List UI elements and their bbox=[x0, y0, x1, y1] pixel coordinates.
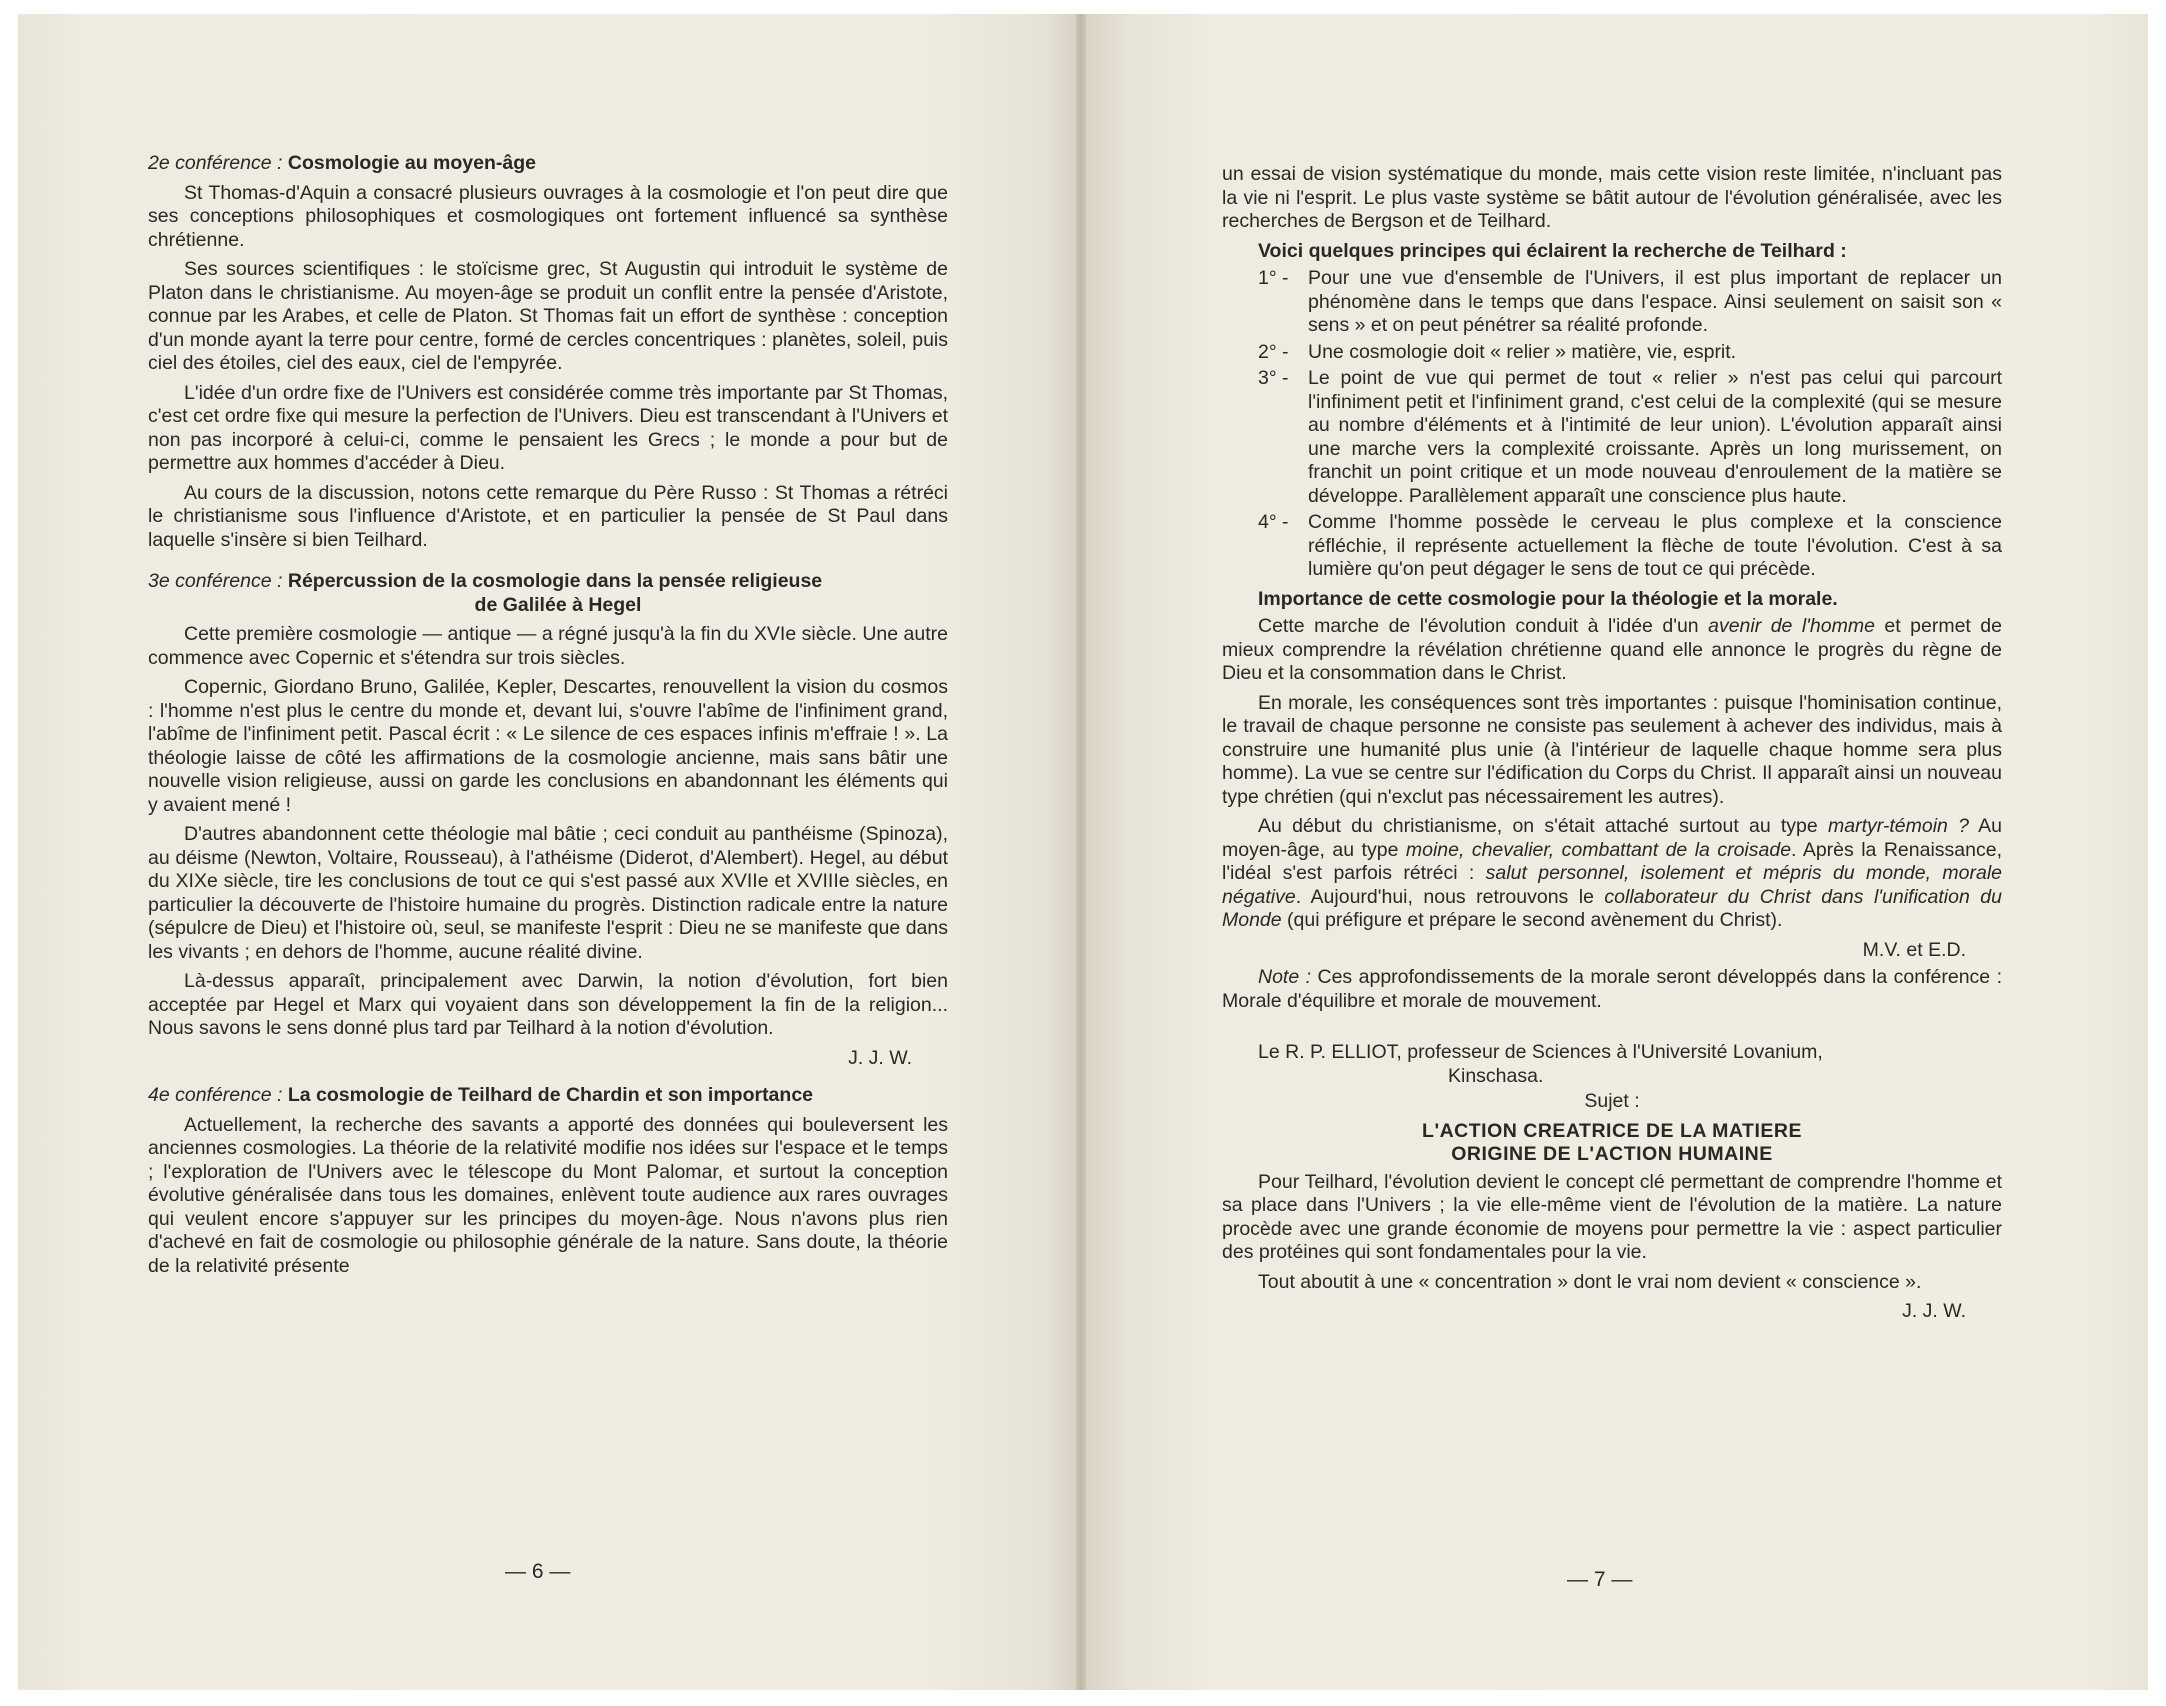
paragraph: D'autres abandonnent cette théologie mal bâtie ; ceci conduit au panthéisme (Spinoza), au déisme (Newton, Voltaire, Rousseau), à l'athéisme (Diderot, d'Alembert). Hegel, au début du XIXe siècle, tire les conclusions de tout ce qui s'est passé aux XVIIe et XVIIIe siècles, en particulier la découverte de l'histoire humaine du progrès. Distinction radicale entre la nature (sépulcre de Dieu) et l'histoire où, seul, se manifeste l'esprit : Dieu ne se manifeste que dans les vivants ; en dehors de l'homme, aucune réalité divine. bbox=[148, 823, 948, 963]
principle-number: 2° - bbox=[1258, 340, 1289, 363]
paragraph: Là-dessus apparaît, principalement avec Darwin, la notion d'évolution, fort bien acceptée par Hegel et Marx qui voyaient dans son développement la fin de la religion... Nous savons le sens donné plus tard par Teilhard à la notion d'évolution. bbox=[148, 970, 948, 1039]
text-run: (qui préfigure et prépare le second avènement du Christ). bbox=[1281, 909, 1783, 931]
emphasis: salut personnel, isolement et mépris du monde, morale négative bbox=[1222, 862, 2003, 908]
lecture-title-line2: ORIGINE DE L'ACTION HUMAINE bbox=[1451, 1143, 1773, 1165]
paragraph: Au cours de la discussion, notons cette remarque du Père Russo : St Thomas a rétréci le christianisme sous l'influence d'Aristote, et en particulier la pensée de St Paul dans laquelle s'insère si bien Teilhard. bbox=[148, 481, 948, 551]
paragraph: L'idée d'un ordre fixe de l'Univers est considérée comme très importante par St Thomas, c'est cet ordre fixe qui mesure la perfection de l'Univers. Dieu est transcendant à l'Univers et non pas incorporé à celui-ci, comme le pensaient les Grecs ; le monde a pour but de permettre aux hommes d'accéder à Dieu. bbox=[148, 381, 948, 474]
conference-label: 4e conférence : bbox=[148, 1084, 283, 1106]
emphasis: collaborateur du Christ dans l'unification du Monde bbox=[1222, 885, 2002, 931]
page-number: — 7 — bbox=[1567, 1568, 1633, 1591]
paragraph bbox=[1222, 615, 2002, 686]
right-page-text bbox=[1222, 163, 2002, 1338]
principle-number: 1° - bbox=[1258, 267, 1289, 289]
conference-2-heading bbox=[148, 152, 948, 176]
spine-gutter bbox=[1076, 14, 1086, 1690]
principle-text: Le point de vue qui permet de tout « relier » n'est pas celui qui parcourt l'infiniment petit et l'infiniment grand, c'est celui de la complexité (qui se mesure au nombre d'éléments et à l'intimité de leur union). L'évolution apparaît ainsi une marche vers la complexité croissante. Après un long murissement, on franchit un point critique et un mode nouveau d'enroulement de la matière se développe. Parallèlement apparaît une conscience plus haute. bbox=[1308, 367, 2002, 507]
importance-heading: Importance de cette cosmologie pour la théologie et la morale. bbox=[1258, 587, 1838, 610]
conference-title: La cosmologie de Teilhard de Chardin et son importance bbox=[287, 1084, 814, 1106]
note-label: Note : bbox=[1258, 966, 1312, 988]
lecturer-line: Le R. P. ELLIOT, professeur de Sciences à l'Université Lovanium, bbox=[1258, 1041, 1823, 1063]
text-run: Au moyen-âge, au type bbox=[1222, 815, 2002, 861]
page-number: — 6 — bbox=[505, 1560, 571, 1583]
principle-item bbox=[1222, 341, 2002, 365]
text-run: . Aujourd'hui, nous retrouvons le bbox=[1295, 885, 1605, 908]
text-run: Cette marche de l'évolution conduit à l'idée d'un bbox=[1258, 615, 1709, 637]
conference-label: 2e conférence : bbox=[148, 152, 283, 174]
signature: J. J. W. bbox=[1902, 1300, 1966, 1322]
principle-item bbox=[1222, 511, 2002, 582]
emphasis: moine, chevalier, combattant de la croisade bbox=[1405, 838, 1792, 861]
text-run: Au début du christianisme, on s'était attaché surtout au type bbox=[1258, 815, 1828, 837]
conference-4-heading bbox=[148, 1084, 948, 1108]
principle-number: 4° - bbox=[1258, 511, 1289, 533]
principle-item bbox=[1222, 267, 2002, 338]
principle-number: 3° - bbox=[1258, 367, 1289, 389]
text-run: . Après la Renaissance, l'idéal s'est parfois rétréci : bbox=[1222, 838, 2002, 884]
signature: M.V. et E.D. bbox=[1862, 938, 1966, 961]
paragraph: Tout aboutit à une « concentration » dont le vrai nom devient « conscience ». bbox=[1258, 1270, 1922, 1293]
text-run: et permet de mieux comprendre la révélation chrétienne quand elle annonce le progrès du règne de Dieu et la consommation dans le Christ. bbox=[1222, 615, 2002, 684]
paragraph: Cette première cosmologie — antique — a régné jusqu'à la fin du XVIe siècle. Une autre commence avec Copernic et s'étendra sur trois siècles. bbox=[148, 623, 948, 669]
lecturer-info bbox=[1222, 1041, 2002, 1088]
conference-title: Répercussion de la cosmologie dans la pensée religieuse bbox=[287, 570, 823, 592]
conference-title-line2: de Galilée à Hegel bbox=[474, 593, 642, 616]
note-paragraph bbox=[1222, 966, 2002, 1013]
principle-text: Pour une vue d'ensemble de l'Univers, il est plus important de replacer un phénomène dans le temps que dans l'espace. Ainsi seulement on saisit son « sens » et on peut pénétrer sa réalité profonde. bbox=[1308, 267, 2002, 336]
principle-item bbox=[1222, 367, 2002, 508]
left-page-text bbox=[148, 152, 948, 1284]
paragraph: Ses sources scientifiques : le stoïcisme grec, St Augustin qui introduit le système de Platon dans le christianisme. Au moyen-âge se produit un conflit entre la pensée d'Aristote, connue par les Arabes, et celle de Platon. St Thomas fait un effort de synthèse : conception d'un monde ayant la terre pour centre, formé de cercles concentriques : planètes, soleil, puis ciel des étoiles, ciel des eaux, ciel de l'empyrée. bbox=[148, 258, 948, 374]
conference-title: Cosmologie au moyen-âge bbox=[287, 152, 536, 174]
principle-text: Une cosmologie doit « relier » matière, vie, esprit. bbox=[1308, 340, 1737, 363]
note-text: Ces approfondissements de la morale seront développés dans la conférence : Morale d'équilibre et morale de mouvement. bbox=[1222, 966, 2003, 1012]
paragraph: un essai de vision systématique du monde, mais cette vision reste limitée, n'incluant pas la vie ni l'esprit. Le plus vaste système se bâtit autour de l'évolution généralisée, avec les recherches de Bergson et de Teilhard. bbox=[1222, 163, 2002, 232]
sujet-label: Sujet : bbox=[1584, 1090, 1640, 1112]
principles-heading: Voici quelques principes qui éclairent la recherche de Teilhard : bbox=[1258, 239, 1847, 262]
conference-label: 3e conférence : bbox=[148, 570, 283, 592]
paragraph: Pour Teilhard, l'évolution devient le concept clé permettant de comprendre l'homme et sa place dans l'Univers ; la vie elle-même vient de l'évolution de la matière. La nature procède avec une grande économie de moyens pour permettre la vie : aspect particulier des protéines qui sont fondamentales pour la vie. bbox=[1222, 1170, 2002, 1263]
paragraph: En morale, les conséquences sont très importantes : puisque l'hominisation continue, le travail de chaque personne ne consiste pas seulement à achever des individus, mais à construire une humanité plus unie (à l'intérieur de laquelle chaque homme sera plus homme). La vue se centre sur l'édification du Corps du Christ. Il apparaît ainsi un nouveau type chrétien (qui n'exclut pas nécessairement les autres). bbox=[1222, 691, 2002, 808]
signature: J. J. W. bbox=[848, 1046, 912, 1069]
emphasis: martyr-témoin ? bbox=[1827, 815, 1969, 837]
emphasis: avenir de l'homme bbox=[1708, 615, 1875, 637]
conference-3-heading bbox=[148, 570, 948, 617]
lecture-title-line1: L'ACTION CREATRICE DE LA MATIERE bbox=[1422, 1119, 1802, 1142]
lecturer-city: Kinschasa. bbox=[1448, 1064, 1544, 1087]
principle-text: Comme l'homme possède le cerveau le plus complexe et la conscience réfléchie, il représente actuellement la flèche de toute l'évolution. C'est à sa lumière qu'on peut dégager le sens de tout ce qui précède. bbox=[1308, 511, 2002, 580]
paragraph bbox=[1222, 815, 2002, 933]
paragraph: Copernic, Giordano Bruno, Galilée, Kepler, Descartes, renouvellent la vision du cosmos : l'homme n'est plus le centre du monde et, devant lui, s'ouvre l'abîme de l'infiniment grand, l'abîme de l'infiniment petit. Pascal écrit : « Le silence de ces espaces infinis m'effraie ! ». La théologie laisse de côté les affirmations de la cosmologie ancienne, mais sans bâtir une nouvelle vision religieuse, aussi on garde les conclusions en abandonnant les éléments qui y avaient mené ! bbox=[148, 676, 948, 816]
paragraph: Actuellement, la recherche des savants a apporté des données qui bouleversent les anciennes cosmologies. La théorie de la relativité modifie nos idées sur l'espace et le temps ; l'exploration de l'Univers avec le télescope du Mont Palomar, et surtout la conception évolutive généralisée dans tous les domaines, enlèvent toute audience aux rares ouvrages qui veulent encore s'appuyer sur les principes du moyen-âge. Nous n'avons plus rien d'achevé en fait de cosmologie ou philosophie générale de la nature. Sans doute, la théorie de la relativité présente bbox=[148, 1113, 948, 1277]
paragraph: St Thomas-d'Aquin a consacré plusieurs ouvrages à la cosmologie et l'on peut dire que ses conceptions philosophiques et cosmologiques ont fortement influencé sa synthèse chrétienne. bbox=[148, 181, 948, 251]
